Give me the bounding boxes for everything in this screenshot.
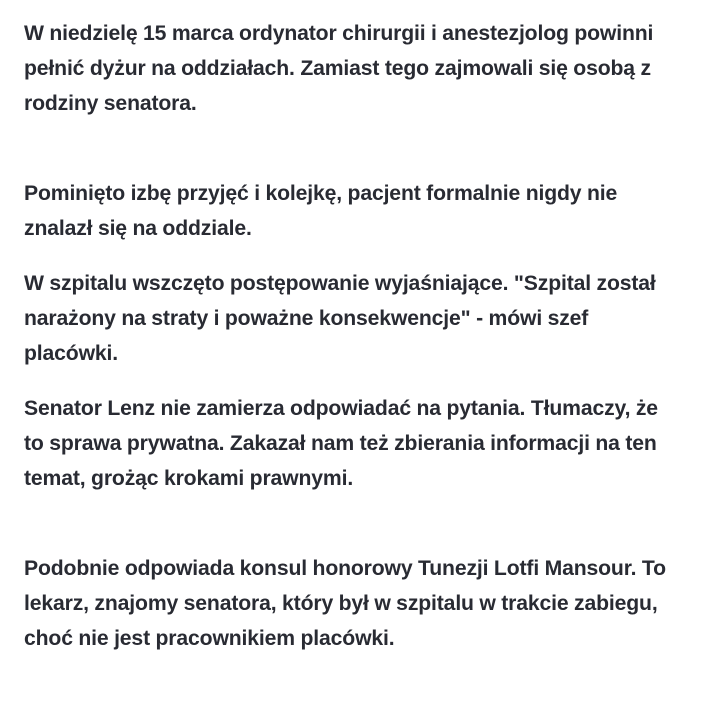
article-paragraph-2: Pominięto izbę przyjęć i kolejkę, pacjent formalnie nigdy nie znalazł się na oddziale. <box>24 181 618 240</box>
article-paragraph-4: Senator Lenz nie zamierza odpowiadać na pytania. Tłumaczy, że to sprawa prywatna. Zakazał nam też zbierania informacji na ten temat, grożąc krokami prawnymi. <box>24 396 658 490</box>
article-paragraph-5: Podobnie odpowiada konsul honorowy Tunezji Lotfi Mansour. To lekarz, znajomy senatora, który był w szpitalu w trakcie zabiegu, choć nie jest pracownikiem placówki. <box>24 556 666 650</box>
article-paragraph-1: W niedzielę 15 marca ordynator chirurgii i anestezjolog powinni pełnić dyżur na oddziałach. Zamiast tego zajmowali się osobą z rodziny senatora. <box>24 21 654 115</box>
article-paragraph-3: W szpitalu wszczęto postępowanie wyjaśniające. "Szpital został narażony na straty i poważne konsekwencje" - mówi szef placówki. <box>24 271 656 365</box>
